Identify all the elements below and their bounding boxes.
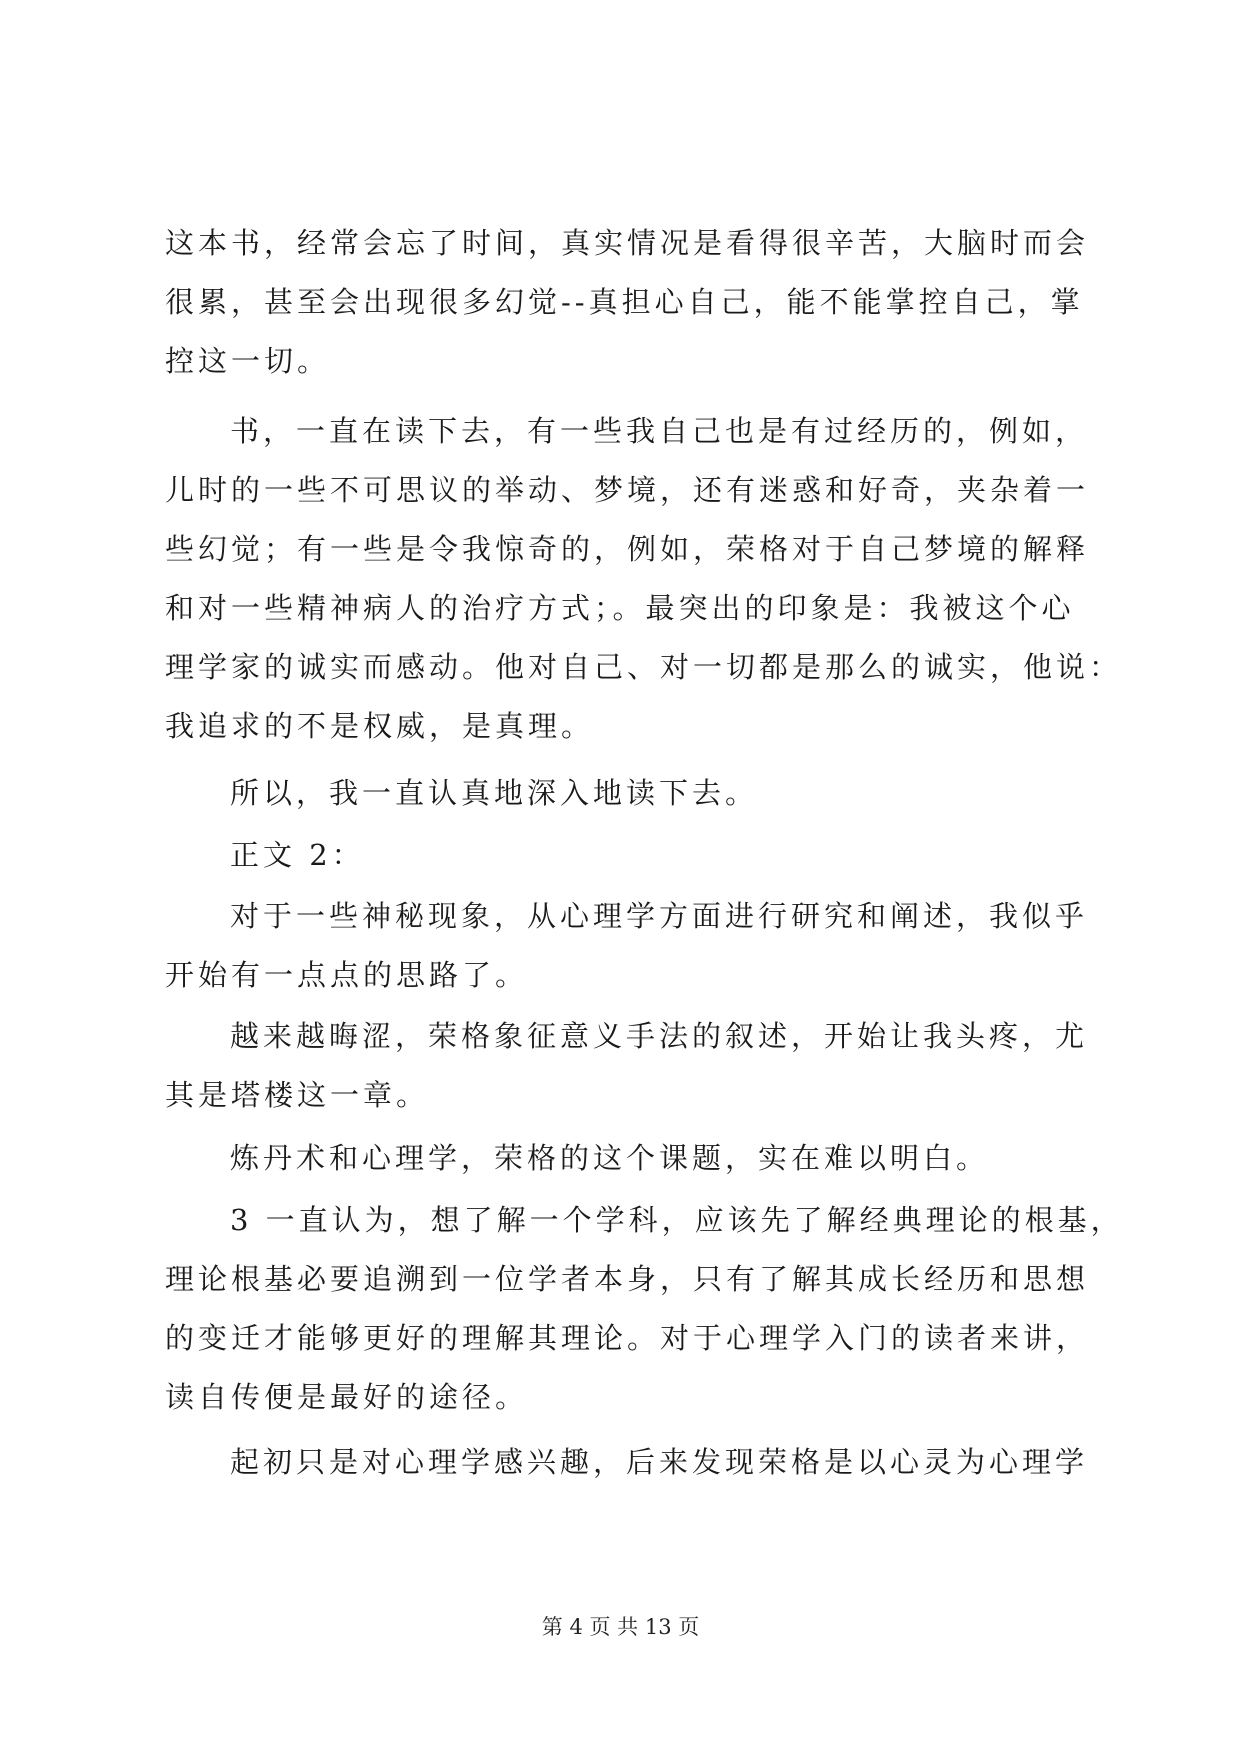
text-line: 其是塔楼这一章。 [165, 1078, 430, 1112]
text-line: 我追求的不是权威，是真理。 [165, 709, 595, 743]
paragraph-start-line: 3 一直认为，想了解一个学科，应该先了解经典理论的根基， [230, 1203, 1124, 1237]
text-line: 理论根基必要追溯到一位学者本身，只有了解其成长经历和思想 [165, 1262, 1090, 1296]
paragraph-start-line: 起初只是对心理学感兴趣，后来发现荣格是以心灵为心理学 [230, 1445, 1089, 1479]
text-line: 控这一切。 [165, 344, 331, 378]
paragraph-start-line: 对于一些神秘现象，从心理学方面进行研究和阐述，我似乎 [230, 899, 1089, 933]
text-line: 和对一些精神病人的治疗方式；。最突出的印象是：我被这个心 [165, 591, 1075, 625]
text-line: 这本书，经常会忘了时间，真实情况是看得很辛苦，大脑时而会 [165, 226, 1090, 260]
text-line: 读自传便是最好的途径。 [165, 1380, 529, 1414]
page-number-footer: 第 4 页 共 13 页 [541, 1615, 700, 1639]
paragraph-start-line: 书，一直在读下去，有一些我自己也是有过经历的，例如， [230, 414, 1089, 448]
section-heading: 正文 2： [230, 838, 365, 872]
paragraph-start-line: 越来越晦涩，荣格象征意义手法的叙述，开始让我头疼，尤 [230, 1019, 1089, 1053]
paragraph-start-line: 所以，我一直认真地深入地读下去。 [230, 776, 759, 810]
text-line: 儿时的一些不可思议的举动、梦境，还有迷惑和好奇，夹杂着一 [165, 473, 1090, 507]
text-line: 很累，甚至会出现很多幻觉--真担心自己，能不能掌控自己，掌 [165, 285, 1084, 319]
text-line: 些幻觉；有一些是令我惊奇的，例如，荣格对于自己梦境的解释 [165, 532, 1090, 566]
paragraph-start-line: 炼丹术和心理学，荣格的这个课题，实在难以明白。 [230, 1141, 990, 1175]
text-line: 理学家的诚实而感动。他对自己、对一切都是那么的诚实，他说： [165, 650, 1123, 684]
text-line: 的变迁才能够更好的理解其理论。对于心理学入门的读者来讲， [165, 1321, 1090, 1355]
text-line: 开始有一点点的思路了。 [165, 958, 529, 992]
